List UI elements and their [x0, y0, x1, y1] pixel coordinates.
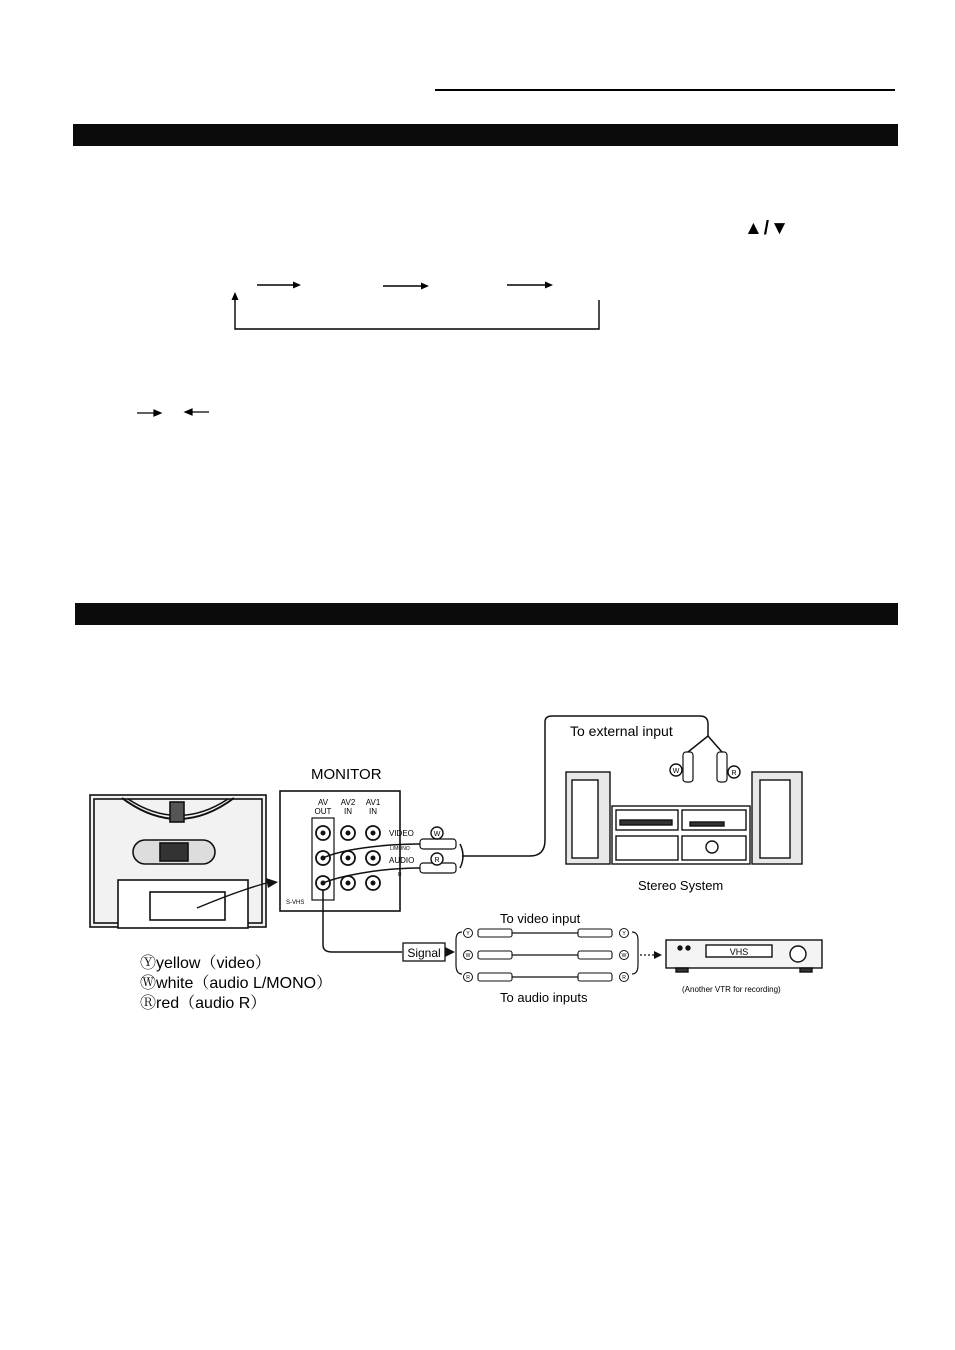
small-arrows [135, 405, 210, 419]
cable-color-legend [140, 954, 332, 1014]
white-mark-stereo: W [672, 768, 680, 775]
up-down-arrows-icon: ▲/▼ [744, 218, 790, 239]
av1-in-label-1: AV1 [365, 798, 381, 807]
white-mark-left: W [465, 953, 471, 959]
section-bar-2 [75, 603, 898, 625]
av-out-label-2: OUT [314, 807, 332, 816]
r-jack-label: R [398, 872, 402, 878]
legend-text: red（audio R） [156, 995, 267, 1012]
yellow-mark-icon: Ⓨ [140, 955, 157, 972]
audio-inputs-label: To audio inputs [500, 990, 588, 1005]
external-input-label: To external input [570, 723, 673, 739]
stereo-system-label: Stereo System [638, 878, 724, 893]
audio-jack-label: AUDIO [389, 856, 415, 865]
svhs-label: S-VHS [286, 900, 305, 906]
stereo-system-illustration [566, 772, 802, 864]
av2-in-label-2: IN [344, 807, 352, 816]
legend-text: white（audio L/MONO） [156, 975, 333, 992]
white-mark-icon: Ⓦ [140, 975, 157, 992]
legend-text: yellow（video） [156, 955, 271, 972]
arrow-to-svhs [266, 878, 278, 888]
vcr-caption: (Another VTR for recording) [682, 985, 781, 994]
video-jack-label: VIDEO [389, 829, 414, 838]
monitor-label: MONITOR [311, 766, 382, 783]
red-mark-left: R [466, 975, 470, 981]
legend-item-white [140, 974, 332, 994]
av-out-label-1: AV [317, 798, 329, 807]
monitor-jack-panel [280, 791, 400, 911]
white-mark-monitor: W [433, 831, 441, 838]
tv-rear-illustration [90, 795, 270, 928]
red-mark-monitor: R [434, 857, 440, 864]
yellow-mark-left: Y [466, 931, 470, 937]
yellow-mark-right: Y [622, 931, 626, 937]
video-input-label: To video input [500, 911, 581, 926]
red-mark-icon: Ⓡ [140, 995, 157, 1012]
header-rule [435, 89, 895, 91]
cycle-flow-diagram [225, 276, 610, 334]
legend-item-yellow [140, 954, 332, 974]
av2-in-label-1: AV2 [340, 798, 356, 807]
white-mark-right: W [621, 953, 627, 959]
section-bar-1 [73, 124, 898, 146]
red-mark-right: R [622, 975, 626, 981]
lmono-jack-label: L/MONO [390, 846, 410, 852]
signal-label: Signal [407, 946, 441, 960]
vcr-brand-label: VHS [729, 947, 749, 957]
flow-return-line [235, 298, 599, 329]
av1-in-label-2: IN [369, 807, 377, 816]
legend-item-red [140, 994, 332, 1014]
red-mark-stereo: R [731, 770, 737, 777]
